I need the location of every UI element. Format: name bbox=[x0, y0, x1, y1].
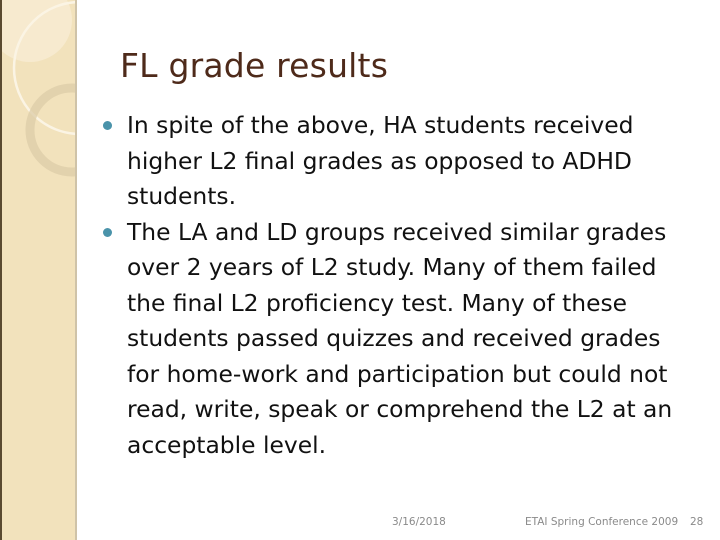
slide-title: FL grade results bbox=[120, 46, 389, 85]
bullet-item bbox=[100, 215, 700, 464]
footer-page-number: 28 bbox=[690, 516, 704, 528]
bullet-list bbox=[100, 108, 700, 463]
footer-date: 3/16/2018 bbox=[392, 516, 446, 528]
decorative-circles-icon bbox=[0, 0, 77, 540]
bullet-dot-icon bbox=[103, 121, 112, 130]
bullet-text: The LA and LD groups received similar grades over 2 years of L2 study. Many of them failed the final L2 proficiency test. Many of these students passed quizzes and received grades for home-work and participation but could not read, write, speak or comprehend the L2 at an acceptable level. bbox=[127, 217, 673, 459]
bullet-text: In spite of the above, HA students received higher L2 final grades as opposed to ADHD students. bbox=[127, 111, 634, 210]
decorative-side-band bbox=[0, 0, 77, 540]
bullet-dot-icon bbox=[103, 228, 112, 237]
footer-conference: ETAI Spring Conference 2009 bbox=[525, 516, 679, 528]
bullet-item bbox=[100, 108, 700, 215]
